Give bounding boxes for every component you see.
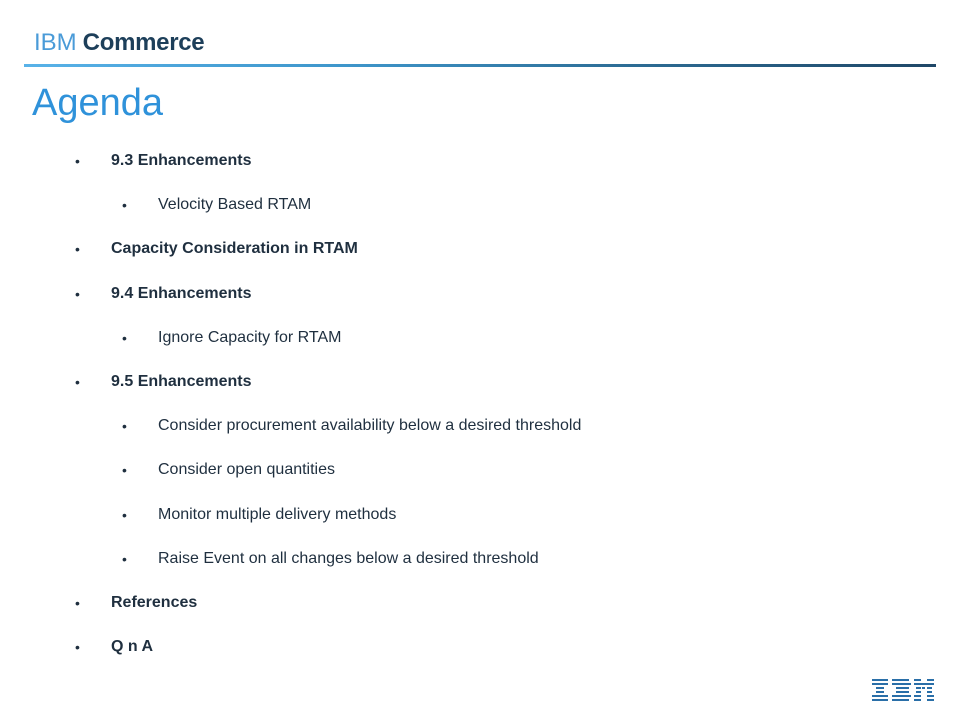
agenda-subitem (0, 503, 860, 547)
bullet-icon: • (122, 329, 127, 346)
agenda-item-text: 9.5 Enhancements (111, 372, 252, 390)
agenda-item-text: Capacity Consideration in RTAM (111, 240, 358, 258)
agenda-subitem (0, 193, 860, 237)
bullet-icon: • (122, 197, 127, 214)
brand-logo-ibm: IBM (34, 29, 77, 56)
agenda-item (0, 591, 860, 635)
brand-logo-commerce: Commerce (82, 29, 205, 56)
brand-logo (34, 28, 204, 62)
agenda-subitem-text: Monitor multiple delivery methods (158, 505, 397, 523)
agenda-subitem-text: Ignore Capacity for RTAM (158, 328, 342, 346)
bullet-icon: • (75, 285, 80, 302)
agenda-subitem (0, 458, 860, 502)
agenda-item (0, 237, 860, 281)
agenda-subitem-text: Velocity Based RTAM (158, 196, 312, 214)
agenda-item-text: References (111, 593, 198, 611)
agenda-subitem-text: Consider procurement availability below a desired threshold (158, 417, 582, 435)
ibm-logo-icon (872, 678, 934, 702)
bullet-icon: • (122, 550, 127, 567)
bullet-icon: • (75, 241, 80, 258)
agenda-item (0, 635, 860, 679)
agenda-item (0, 370, 860, 414)
agenda-subitem (0, 326, 860, 370)
bullet-icon: • (75, 594, 80, 611)
agenda-subitem-text: Consider open quantities (158, 461, 336, 479)
bullet-icon: • (122, 418, 127, 435)
bullet-icon: • (75, 639, 80, 656)
agenda-subitem (0, 414, 860, 458)
agenda-item-text: 9.4 Enhancements (111, 284, 252, 302)
agenda-list (0, 149, 860, 679)
agenda-item-text: Q n A (111, 638, 154, 656)
agenda-item (0, 149, 860, 193)
agenda-item (0, 282, 860, 326)
bullet-icon: • (75, 153, 80, 169)
bullet-icon: • (122, 462, 127, 479)
bullet-icon: • (75, 373, 80, 390)
agenda-item-text: 9.3 Enhancements (111, 152, 252, 169)
agenda-subitem (0, 547, 860, 591)
bullet-icon: • (122, 506, 127, 523)
header-divider (24, 64, 936, 67)
agenda-subitem-text: Raise Event on all changes below a desired threshold (158, 549, 539, 567)
slide-title: Agenda (32, 82, 164, 124)
